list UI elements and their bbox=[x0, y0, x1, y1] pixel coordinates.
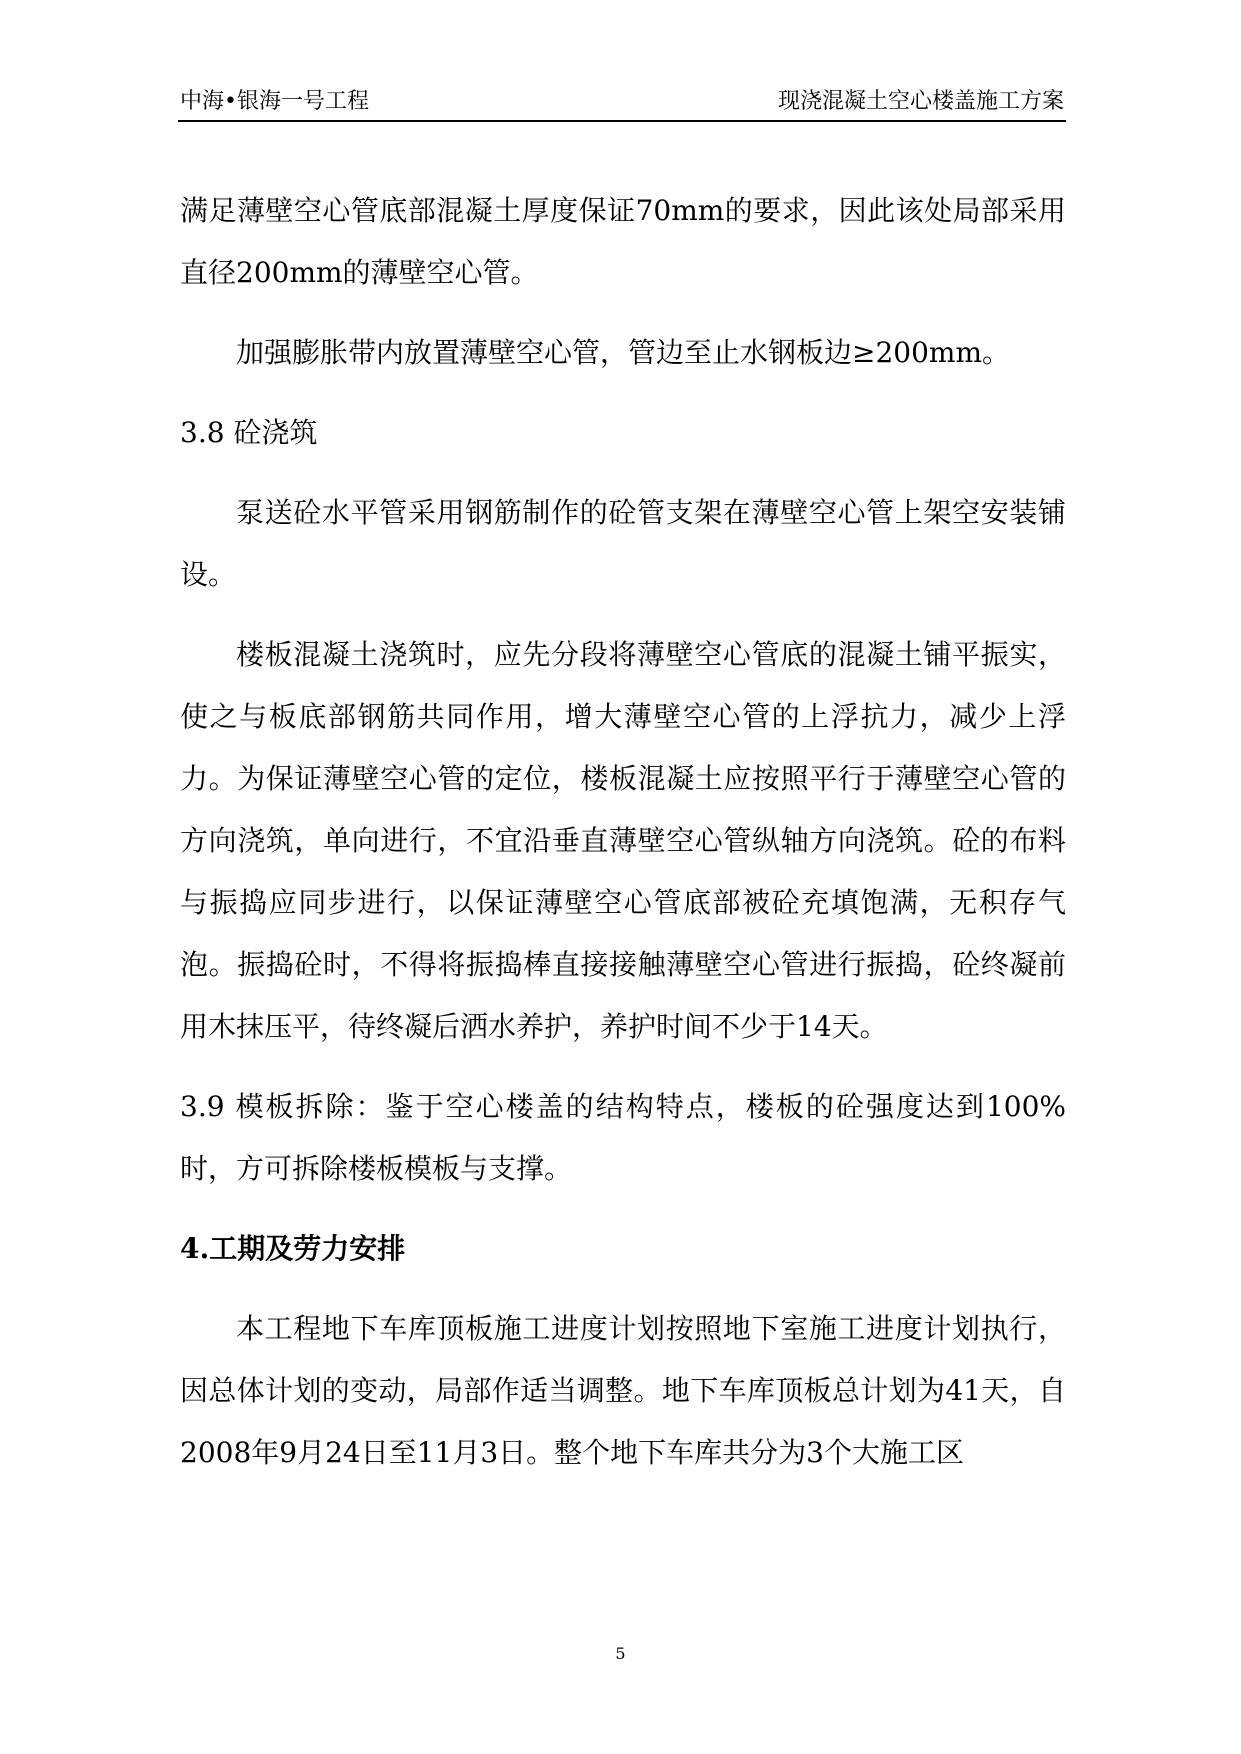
header-project-name: 中海•银海一号工程 bbox=[180, 89, 369, 114]
section-title-concrete-pouring: 3.8 砼浇筑 bbox=[180, 416, 318, 449]
page-body bbox=[180, 180, 1066, 1502]
header-document-title: 现浇混凝土空心楼盖施工方案 bbox=[777, 89, 1064, 114]
paragraph-schedule: 本工程地下车库顶板施工进度计划按照地下室施工进度计划执行，因总体计划的变动，局部作适当调整。地下车库顶板总计划为41天，自2008年9月24日至11月3日。整个地下车库共分为3个大施工区 bbox=[180, 1312, 1066, 1469]
paragraph-expansion-band: 加强膨胀带内放置薄壁空心管，管边至止水钢板边≥200mm。 bbox=[236, 336, 1011, 369]
page-header bbox=[178, 86, 1066, 122]
paragraph-pump-pipe: 泵送砼水平管采用钢筋制作的砼管支架在薄壁空心管上架空安装铺设。 bbox=[180, 496, 1066, 591]
paragraph-pipe-diameter: 满足薄壁空心管底部混凝土厚度保证70mm的要求，因此该处局部采用直径200mm的薄壁空心管。 bbox=[180, 194, 1066, 289]
page-number: 5 bbox=[615, 1644, 626, 1663]
paragraph-floor-pouring: 楼板混凝土浇筑时，应先分段将薄壁空心管底的混凝土铺平振实，使之与板底部钢筋共同作用，增大薄壁空心管的上浮抗力，减少上浮力。为保证薄壁空心管的定位，楼板混凝土应按照平行于薄壁空心管的方向浇筑，单向进行，不宜沿垂直薄壁空心管纵轴方向浇筑。砼的布料与振捣应同步进行，以保证薄壁空心管底部被砼充填饱满，无积存气泡。振捣砼时，不得将振捣棒直接接触薄壁空心管进行振捣，砼终凝前用木抹压平，待终凝后洒水养护，养护时间不少于14天。 bbox=[180, 638, 1066, 1043]
paragraph-formwork-removal: 3.9 模板拆除：鉴于空心楼盖的结构特点，楼板的砼强度达到100%时，方可拆除楼板模板与支撑。 bbox=[180, 1090, 1066, 1185]
heading-schedule-labor: 4.工期及劳力安排 bbox=[180, 1232, 406, 1265]
